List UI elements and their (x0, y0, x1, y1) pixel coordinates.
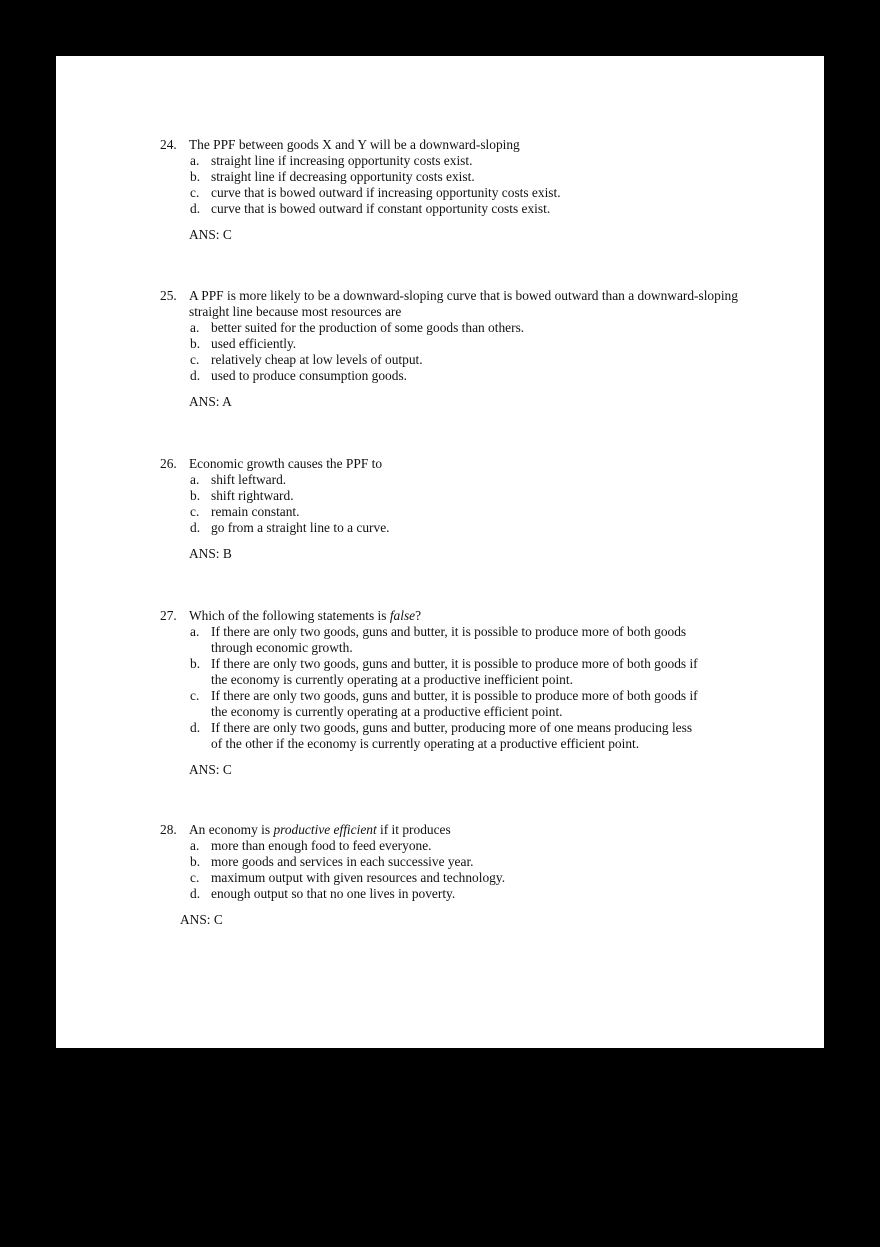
option-letter: d. (190, 201, 201, 216)
option-text: more than enough food to feed everyone. (211, 838, 432, 853)
option-letter: a. (190, 320, 200, 335)
option-letter: b. (190, 656, 201, 671)
option-list (160, 472, 760, 536)
option-letter: d. (190, 886, 201, 901)
option-a (160, 838, 760, 854)
option-d (160, 720, 760, 752)
answer-key: ANS: C (189, 227, 232, 242)
option-letter: a. (190, 472, 200, 487)
option-letter: c. (190, 688, 200, 703)
option-letter: b. (190, 336, 201, 351)
option-text-continuation: the economy is currently operating at a productive efficient point. (211, 704, 563, 719)
question-27 (160, 608, 760, 778)
option-text: shift rightward. (211, 488, 294, 503)
question-stem-text: A PPF is more likely to be a downward-sloping curve that is bowed outward than a downward-sloping (189, 288, 738, 303)
option-text: remain constant. (211, 504, 300, 519)
question-stem (160, 608, 760, 624)
option-letter: a. (190, 838, 200, 853)
option-letter: c. (190, 504, 200, 519)
answer-key: ANS: B (189, 546, 232, 561)
option-list (160, 320, 820, 384)
question-stem-emphasis: false (389, 608, 416, 623)
question-24 (160, 137, 760, 243)
option-list (160, 838, 760, 902)
option-c (160, 185, 760, 201)
option-text-continuation: the economy is currently operating at a productive inefficient point. (211, 672, 573, 687)
option-list (160, 624, 760, 752)
option-b (160, 169, 760, 185)
option-b (160, 336, 820, 352)
question-stem (160, 456, 760, 472)
option-letter: a. (190, 624, 200, 639)
option-text: If there are only two goods, guns and butter, it is possible to produce more of both goods if (211, 656, 698, 671)
option-letter: b. (190, 169, 201, 184)
option-c (160, 352, 820, 368)
question-number: 24. (160, 137, 177, 152)
option-text: relatively cheap at low levels of output. (211, 352, 423, 367)
option-list (160, 153, 760, 217)
answer-key: ANS: C (180, 912, 223, 927)
option-c (160, 504, 760, 520)
option-text-continuation: of the other if the economy is currently operating at a productive efficient point. (211, 736, 640, 751)
question-stem-prefix: An economy is (189, 822, 274, 837)
question-28 (160, 822, 760, 928)
option-c (160, 870, 760, 886)
option-letter: c. (190, 185, 200, 200)
option-d (160, 368, 820, 384)
question-stem-continuation: straight line because most resources are (189, 304, 402, 319)
option-text: used efficiently. (211, 336, 297, 351)
question-26 (160, 456, 760, 562)
option-text: go from a straight line to a curve. (211, 520, 390, 535)
option-text-continuation: through economic growth. (211, 640, 353, 655)
question-stem-text: The PPF between goods X and Y will be a downward-sloping (189, 137, 520, 152)
option-letter: d. (190, 520, 201, 535)
question-stem (160, 822, 760, 838)
question-number: 28. (160, 822, 177, 837)
option-text: enough output so that no one lives in poverty. (211, 886, 456, 901)
option-text: better suited for the production of some goods than others. (211, 320, 525, 335)
question-number: 27. (160, 608, 177, 623)
option-b (160, 488, 760, 504)
option-text: shift leftward. (211, 472, 287, 487)
option-d (160, 201, 760, 217)
option-c (160, 688, 760, 720)
question-stem (160, 137, 760, 153)
question-number: 26. (160, 456, 177, 471)
option-d (160, 520, 760, 536)
option-text: If there are only two goods, guns and butter, producing more of one means producing less (211, 720, 693, 735)
question-stem-emphasis: productive efficient (273, 822, 377, 837)
option-letter: b. (190, 854, 201, 869)
question-stem-suffix: ? (415, 608, 422, 623)
option-d (160, 886, 760, 902)
option-letter: a. (190, 153, 200, 168)
option-a (160, 472, 760, 488)
option-letter: c. (190, 352, 200, 367)
option-text: more goods and services in each successive year. (211, 854, 474, 869)
option-text: curve that is bowed outward if constant opportunity costs exist. (211, 201, 551, 216)
option-b (160, 656, 760, 688)
option-b (160, 854, 760, 870)
question-stem-prefix: Which of the following statements is (189, 608, 390, 623)
option-text: used to produce consumption goods. (211, 368, 408, 383)
option-text: curve that is bowed outward if increasing opportunity costs exist. (211, 185, 561, 200)
option-a (160, 153, 760, 169)
question-number: 25. (160, 288, 177, 303)
option-letter: b. (190, 488, 201, 503)
option-a (160, 624, 760, 656)
option-a (160, 320, 820, 336)
option-text: If there are only two goods, guns and butter, it is possible to produce more of both goods if (211, 688, 698, 703)
option-text: straight line if increasing opportunity costs exist. (211, 153, 473, 168)
option-text: maximum output with given resources and technology. (211, 870, 506, 885)
question-stem-text: Economic growth causes the PPF to (189, 456, 383, 471)
option-letter: d. (190, 720, 201, 735)
document-page (56, 56, 824, 1048)
option-letter: d. (190, 368, 201, 383)
option-letter: c. (190, 870, 200, 885)
question-25 (160, 288, 820, 410)
question-stem (160, 288, 820, 304)
answer-key: ANS: A (189, 394, 232, 409)
option-text: If there are only two goods, guns and butter, it is possible to produce more of both goods (211, 624, 687, 639)
option-text: straight line if decreasing opportunity costs exist. (211, 169, 475, 184)
question-stem-suffix: if it produces (376, 822, 451, 837)
answer-key: ANS: C (189, 762, 232, 777)
